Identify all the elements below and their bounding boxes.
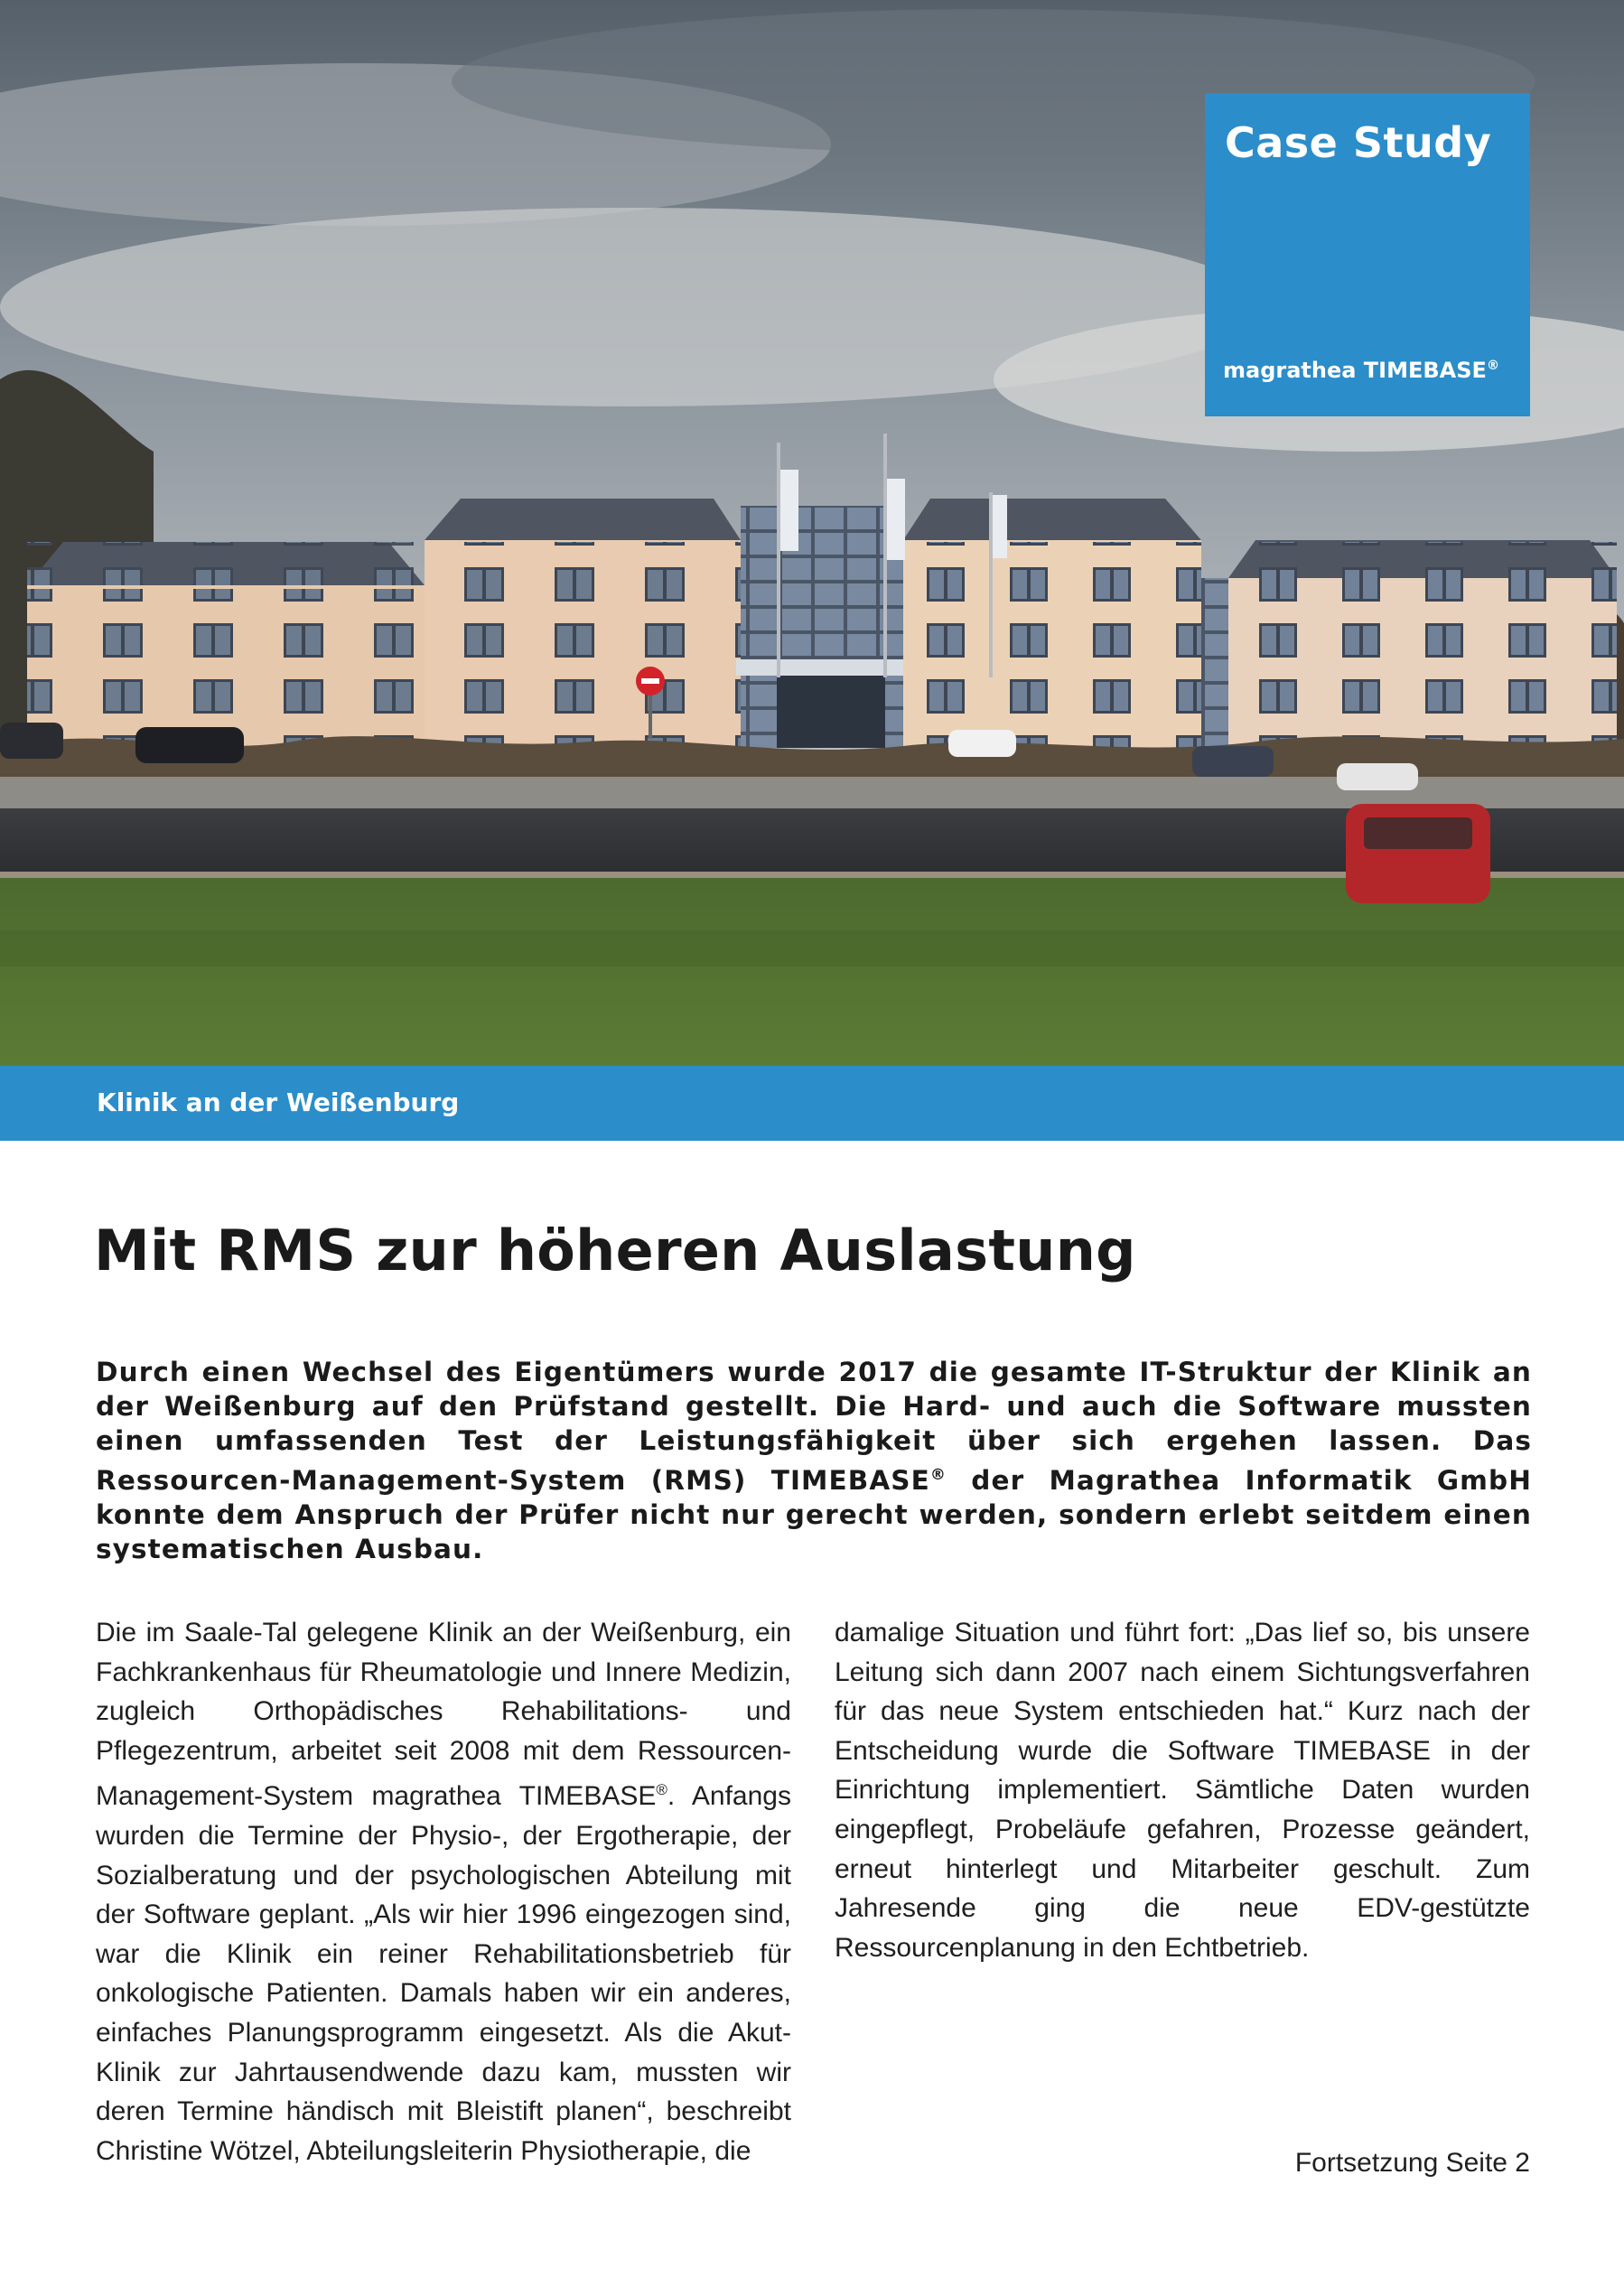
case-study-badge [1205,93,1530,416]
body-column-right: damalige Situation und führt fort: „Das lief so, bis unsere Leitung sich dann 2007 nach einem Sichtungsverfahren für das neue System entschieden hat.“ Kurz nach der Entscheidung wurde die Software TIMEBASE in der Einrichtung implementiert. Sämtliche Daten wurden eingepflegt, Probeläufe gefahren, Prozesse geändert, erneut hinterlegt und Mitarbeiter geschult. Zum Jahresende ging die neue EDV-gestützte Ressourcenplanung in den Echtbetrieb. [835,1618,1530,1963]
body-left-text-1: Die im Saale-Tal gelegene Klinik an der Weißenburg, ein Fachkrankenhaus für Rheumatologie und Innere Medizin, zugleich Orthopädisches Rehabilitations- und Pflegezentrum, arbeitet seit 2008 mit dem Ressourcen-Management-System magrathea TIMEBASE [96,1618,791,1812]
body-left-text-2: . Anfangs wurden die Termine der Physio-, der Ergotherapie, der Sozialberatung und der psychologischen Abteilung mit der Software geplant. „Als wir hier 1996 eingezogen sind, war die Klinik ein reiner Rehabilitationsbetrieb für onkologische Patienten. Damals haben wir ein anderes, einfaches Planungsprogramm eingesetzt. Als die Akut-Klinik zur Jahrtausendwende dazu kam, mussten wir deren Termine händisch mit Bleistift planen“, beschreibt Christine Wötzel, Abteilungsleiterin Physiotherapie, die [96,1781,791,2166]
lead-registered-mark: ® [929,1466,947,1484]
lead-text-2: der Magrathea Informatik GmbH konnte dem Anspruch der Prüfer nicht nur gerecht werden, sondern erlebt seitdem einen systematischen Ausbau. [96,1464,1532,1564]
lead-text-1: Durch einen Wechsel des Eigentümers wurde 2017 die gesamte IT-Struktur der Klinik an der Weißenburg auf den Prüfstand gestellt. Die Hard- und auch die Software mussten einen umfassenden Test der Leistungsfähigkeit über sich ergehen lassen. Das Ressourcen-Management-System (RMS) TIMEBASE [96,1357,1532,1496]
hero-photo [0,0,1624,1066]
body-registered-mark: ® [656,1781,667,1799]
continued-on-page: Fortsetzung Seite 2 [1294,2148,1530,2178]
article-lead [96,1355,1532,1566]
case-study-title: Case Study [1225,118,1492,167]
photo-caption: Klinik an der Weißenburg [97,1087,460,1117]
registered-mark: ® [1486,359,1499,373]
product-brand-name: magrathea TIMEBASE [1223,358,1487,383]
product-brand [1223,358,1499,383]
article-headline: Mit RMS zur höheren Auslastung [94,1218,1136,1283]
body-column-left [96,1613,791,2170]
photo-caption-band [0,1066,1624,1141]
